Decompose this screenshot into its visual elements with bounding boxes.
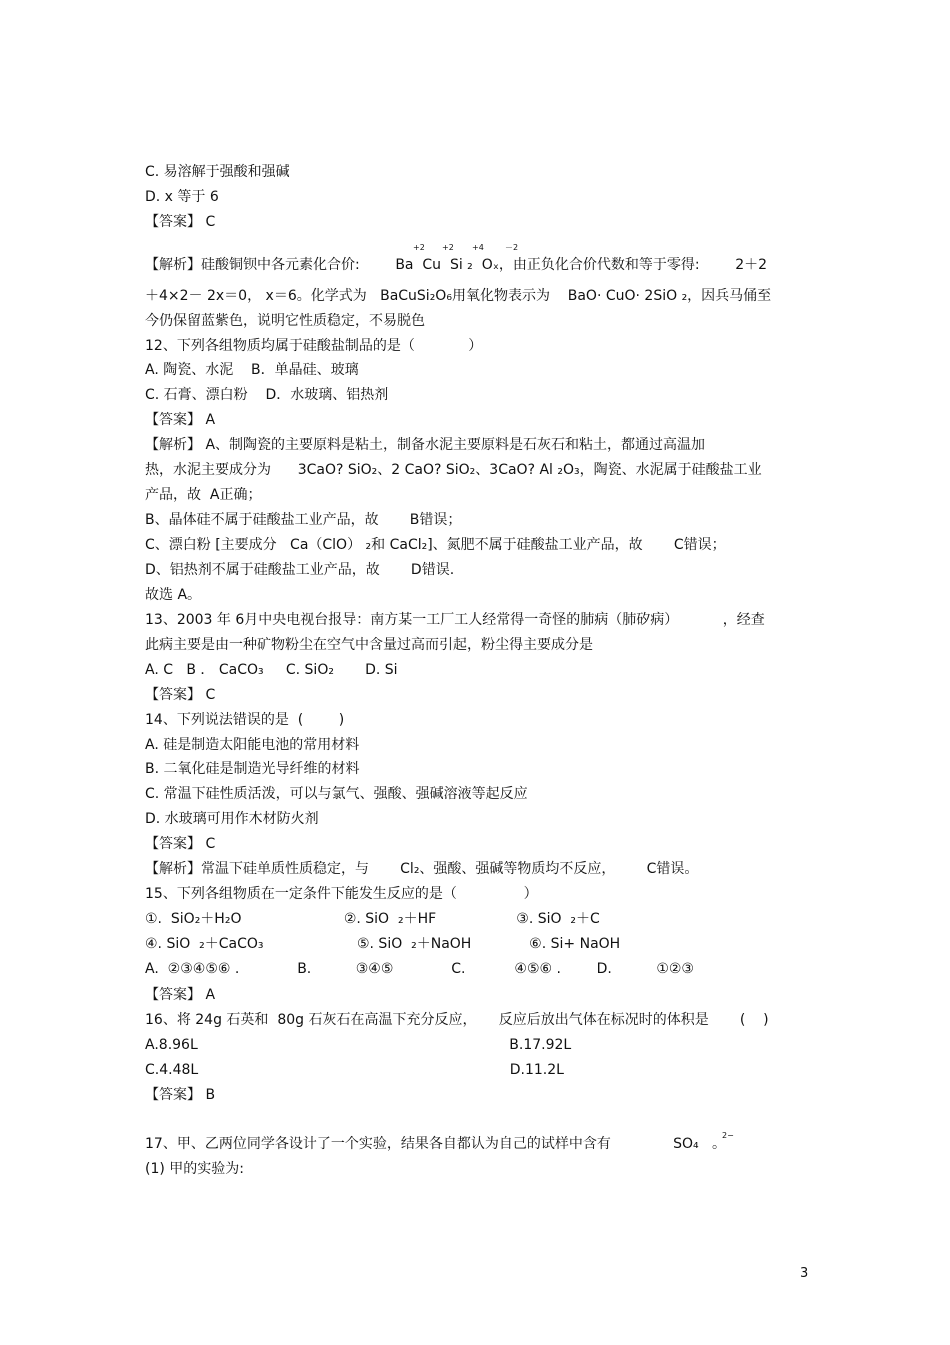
question-13: 13、2003 年 6月中央电视台报导：南方某一工厂工人经常得一奇怪的肺病（肺矽病） ，经查 xyxy=(145,612,765,628)
text-line: D、铝热剂不属于硅酸盐工业产品，故 D错误. xyxy=(145,562,455,578)
text-line: (1) 甲的实验为: xyxy=(145,1161,244,1177)
text-line: ＋4×2－ 2x＝0， x＝6。化学式为 BaCuSi₂O₆用氧化物表示为 BaO· CuO· 2SiO ₂，因兵马俑至 xyxy=(145,288,772,304)
text-line: ④. SiO ₂＋CaCO₃ ⑤. SiO ₂＋NaOH ⑥. Si+ NaOH xyxy=(145,936,621,952)
text-line: C. 易溶解于强酸和强碱 xyxy=(145,164,290,180)
valence-o: －2 xyxy=(505,243,519,252)
text-line: B. 二氧化硅是制造光导纤维的材料 xyxy=(145,761,360,777)
text-line: 【答案】 B xyxy=(145,1087,216,1103)
text-line: A. 硅是制造太阳能电池的常用材料 xyxy=(145,737,360,753)
text-line: 此病主要是由一种矿物粉尘在空气中含量过高而引起，粉尘得主要成分是 xyxy=(145,637,593,653)
valence-ba: +2 xyxy=(413,243,425,252)
text-line: A. ②③④⑤⑥ . B. ③④⑤ C. ④⑤⑥ . D. ①②③ xyxy=(145,961,694,977)
text-line: A. 陶瓷、水泥 B．单晶硅、玻璃 xyxy=(145,362,359,378)
question-16: 16、将 24g 石英和 80g 石灰石在高温下充分反应， 反应后放出气体在标况时的体积是 ( ) xyxy=(145,1012,769,1028)
text-line: 热，水泥主要成分为 3CaO? SiO₂、2 CaO? SiO₂、3CaO? Al ₂O₃，陶瓷、水泥属于硅酸盐工业 xyxy=(145,462,762,478)
ion-charge: 2− xyxy=(722,1131,734,1140)
text-line: A.8.96L B.17.92L xyxy=(145,1037,572,1053)
text-line: 今仍保留蓝紫色，说明它性质稳定，不易脱色 xyxy=(145,313,425,329)
text-line: 产品，故 A正确； xyxy=(145,487,262,503)
text-line: ①. SiO₂＋H₂O ②. SiO ₂＋HF ③. SiO ₂＋C xyxy=(145,911,600,927)
text-line: 故选 A。 xyxy=(145,587,202,603)
question-15: 15、下列各组物质在一定条件下能发生反应的是（ ） xyxy=(145,886,538,902)
text-line: 【答案】 C xyxy=(145,214,216,230)
text-line: C.4.48L D.11.2L xyxy=(145,1062,564,1078)
valence-cu: +2 xyxy=(442,243,454,252)
text-line: C. 常温下硅性质活泼，可以与氯气、强酸、强碱溶液等起反应 xyxy=(145,786,528,802)
text-line: B、晶体硅不属于硅酸盐工业产品，故 B错误； xyxy=(145,512,462,528)
text-line: 【解析】常温下硅单质性质稳定，与 Cl₂、强酸、强碱等物质均不反应， C错误。 xyxy=(145,861,699,877)
valence-si: +4 xyxy=(472,243,484,252)
question-17: 17、甲、乙两位同学各设计了一个实验，结果各自都认为自己的试样中含有 SO₄ 。 xyxy=(145,1136,726,1152)
text-line: C、漂白粉 [主要成分 Ca（ClO） ₂和 CaCl₂]、氮肥不属于硅酸盐工业产品，故 C错误； xyxy=(145,537,726,553)
text-line: 【答案】 C xyxy=(145,687,216,703)
text-line: 【解析】 A、制陶瓷的主要原料是粘土，制备水泥主要原料是石灰石和粘土，都通过高温加 xyxy=(145,437,706,453)
text-line: 【解析】硅酸铜钡中各元素化合价: Ba Cu Si ₂ Oₓ，由正负化合价代数和等于零得: 2＋2 xyxy=(145,257,768,273)
text-line: 【答案】 C xyxy=(145,836,216,852)
text-line: 【答案】 A xyxy=(145,412,216,428)
question-14: 14、下列说法错误的是 ( ) xyxy=(145,712,345,728)
text-line: A. C B ． CaCO₃ C. SiO₂ D. Si xyxy=(145,662,398,678)
text-line: C. 石膏、漂白粉 D．水玻璃、铝热剂 xyxy=(145,387,389,403)
text-line: D. 水玻璃可用作木材防火剂 xyxy=(145,811,319,827)
text-line: 【答案】 A xyxy=(145,987,216,1003)
question-12: 12、下列各组物质均属于硅酸盐制品的是（ ） xyxy=(145,338,483,354)
text-line: D. x 等于 6 xyxy=(145,189,219,205)
page-number: 3 xyxy=(800,1266,809,1281)
